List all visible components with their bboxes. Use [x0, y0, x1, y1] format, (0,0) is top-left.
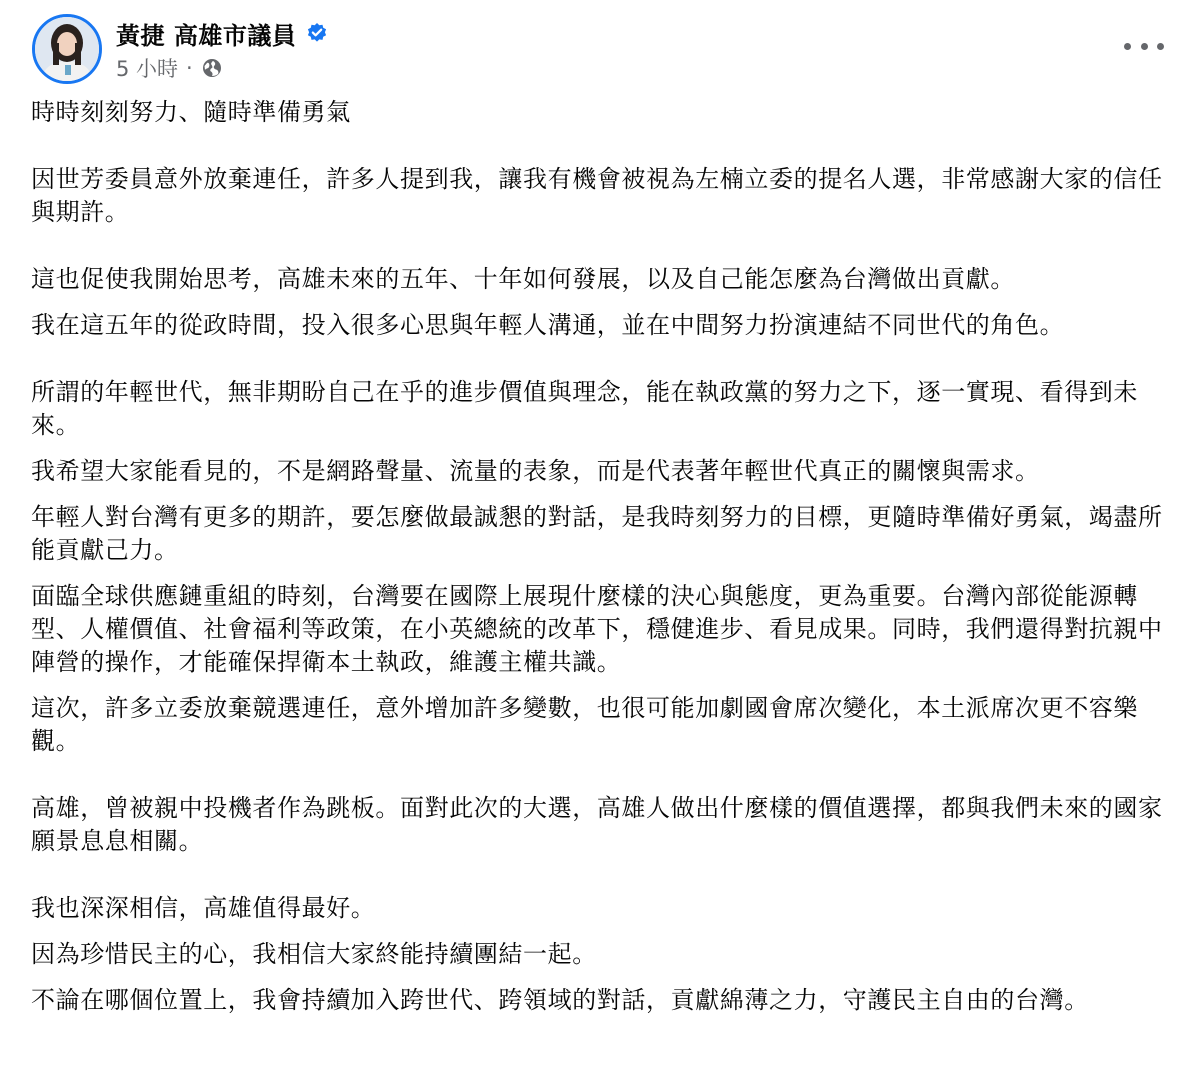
post-paragraph: 我希望大家能看見的，不是網路聲量、流量的表象，而是代表著年輕世代真正的關懷與需求。	[31, 457, 1040, 485]
post-paragraph: 面臨全球供應鏈重組的時刻，台灣要在國際上展現什麼樣的決心與態度，更為重要。台灣內部從能源轉型、人權價值、社會福利等政策，在小英總統的改革下，穩健進步、看見成果。同時，我們還得對抗親中陣營的操作，才能確保捍衛本土執政，維護主權共識。	[31, 582, 1163, 676]
more-options-icon[interactable]	[1124, 34, 1164, 58]
meta-separator: ·	[186, 56, 193, 80]
post-timestamp[interactable]: 5 小時	[116, 57, 179, 81]
globe-icon[interactable]	[201, 57, 223, 79]
avatar-portrait-icon	[35, 17, 99, 81]
post-paragraph: 我也深深相信，高雄值得最好。	[31, 894, 376, 922]
more-options-dot	[1124, 43, 1131, 50]
post-body	[31, 96, 1171, 1017]
more-options-dot	[1157, 43, 1164, 50]
post-paragraph: 不論在哪個位置上，我會持續加入跨世代、跨領域的對話，貢獻綿薄之力，守護民主自由的台灣。	[31, 986, 1089, 1014]
post-headline: 時時刻刻努力、隨時準備勇氣	[31, 98, 351, 126]
post-paragraph: 因為珍惜民主的心，我相信大家終能持續團結一起。	[31, 940, 597, 968]
post-header	[32, 14, 1168, 86]
post-paragraph: 我在這五年的從政時間，投入很多心思與年輕人溝通，並在中間努力扮演連結不同世代的角色。	[31, 311, 1065, 339]
post-paragraph: 這也促使我開始思考，高雄未來的五年、十年如何發展，以及自己能怎麼為台灣做出貢獻。	[31, 265, 1015, 293]
post-paragraph: 所謂的年輕世代，無非期盼自己在乎的進步價值與理念，能在執政黨的努力之下，逐一實現、看得到未來。	[31, 378, 1138, 439]
verified-badge-icon	[306, 22, 328, 44]
post-paragraph: 因世芳委員意外放棄連任，許多人提到我，讓我有機會被視為左楠立委的提名人選，非常感謝大家的信任與期許。	[31, 165, 1163, 226]
avatar[interactable]	[32, 14, 102, 84]
post-paragraph: 年輕人對台灣有更多的期許，要怎麼做最誠懇的對話，是我時刻努力的目標，更隨時準備好勇氣，竭盡所能貢獻己力。	[31, 503, 1163, 564]
more-options-dot	[1141, 43, 1148, 50]
post-meta	[116, 54, 223, 82]
post-paragraph: 高雄，曾被親中投機者作為跳板。面對此次的大選，高雄人做出什麼樣的價值選擇，都與我們未來的國家願景息息相關。	[31, 794, 1163, 855]
author-name[interactable]: 黃捷 高雄市議員	[116, 21, 297, 50]
post-paragraph: 這次，許多立委放棄競選連任，意外增加許多變數，也很可能加劇國會席次變化，本土派席次更不容樂觀。	[31, 694, 1138, 755]
author-row	[116, 16, 328, 50]
